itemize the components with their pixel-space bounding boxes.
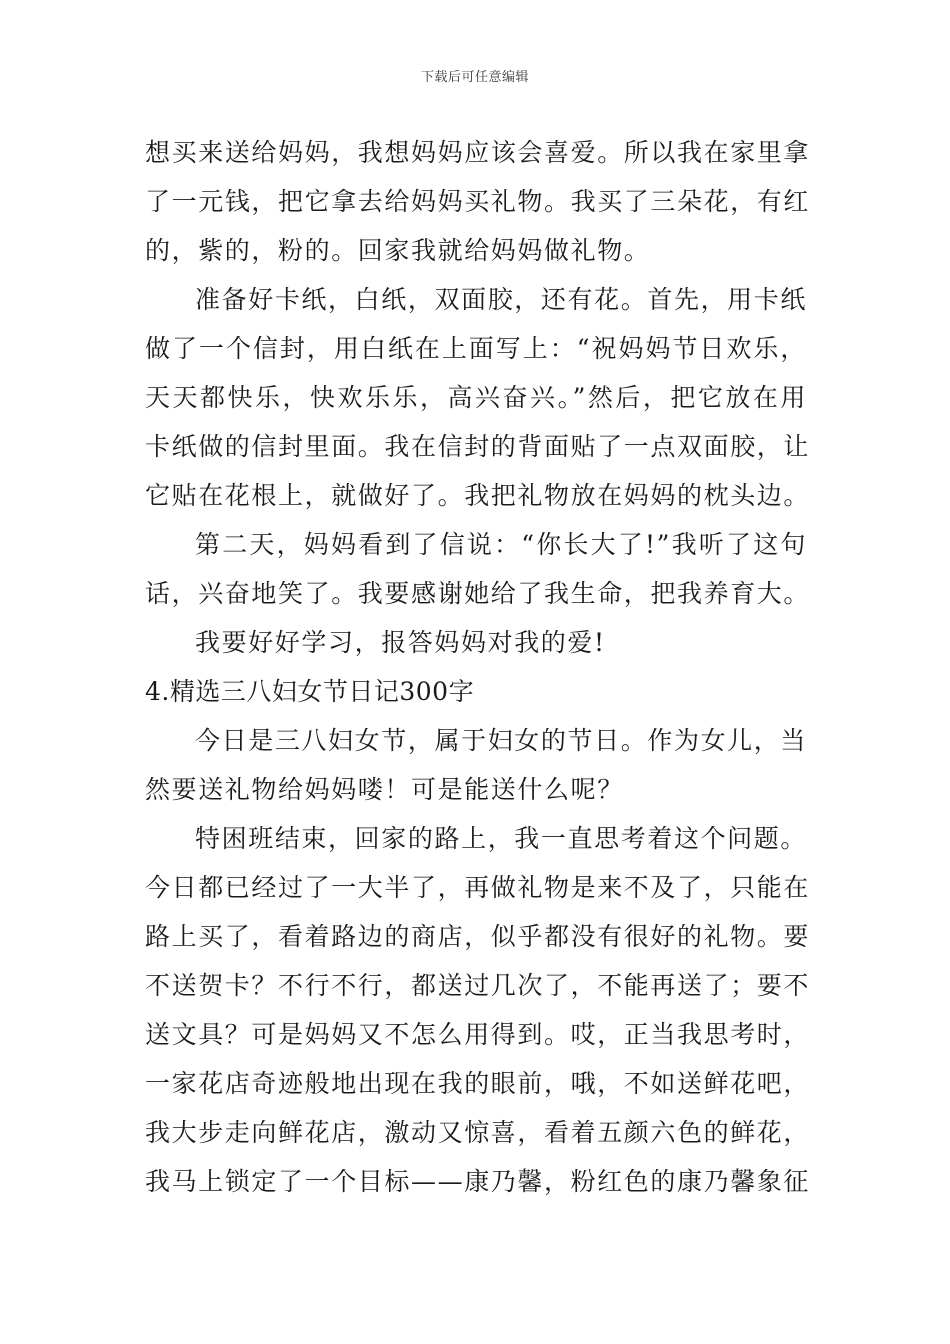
text-line: 我要好好学习，报答妈妈对我的爱! <box>195 628 606 657</box>
document-body <box>145 128 811 1206</box>
text-line: 第二天，妈妈看到了信说：“你长大了!”我听了这句 <box>195 530 807 559</box>
text-line: 准备好卡纸，白纸，双面胶，还有花。首先，用卡纸 <box>195 285 807 314</box>
text-line: 想买来送给妈妈，我想妈妈应该会喜爱。所以我在家里拿 <box>145 138 811 167</box>
text-line: 我马上锁定了一个目标——康乃馨，粉红色的康乃馨象征 <box>145 1167 811 1196</box>
text-line: 一家花店奇迹般地出现在我的眼前，哦，不如送鲜花吧， <box>145 1069 811 1098</box>
text-line: 卡纸做的信封里面。我在信封的背面贴了一点双面胶，让 <box>145 432 811 461</box>
text-line: 它贴在花根上，就做好了。我把礼物放在妈妈的枕头边。 <box>145 481 811 510</box>
text-line: 做了一个信封，用白纸在上面写上：“祝妈妈节日欢乐， <box>145 334 807 363</box>
text-line: 然要送礼物给妈妈喽！可是能送什么呢？ <box>145 775 624 804</box>
section-heading: 4.精选三八妇女节日记300字 <box>145 677 475 706</box>
text-line: 的，紫的，粉的。回家我就给妈妈做礼物。 <box>145 236 651 265</box>
text-line: 今日都已经过了一大半了，再做礼物是来不及了，只能在 <box>145 873 811 902</box>
text-line: 送文具？可是妈妈又不怎么用得到。哎，正当我思考时， <box>145 1020 811 1049</box>
text-line: 特困班结束，回家的路上，我一直思考着这个问题。 <box>195 824 807 853</box>
text-line: 了一元钱，把它拿去给妈妈买礼物。我买了三朵花，有红 <box>145 187 811 216</box>
page-header-note: 下载后可任意编辑 <box>420 70 529 85</box>
text-line: 话，兴奋地笑了。我要感谢她给了我生命，把我养育大。 <box>145 579 811 608</box>
text-line: 天天都快乐，快欢乐乐，高兴奋兴。”然后，把它放在用 <box>145 383 807 412</box>
text-line: 路上买了，看着路边的商店，似乎都没有很好的礼物。要 <box>145 922 811 951</box>
text-line: 我大步走向鲜花店，激动又惊喜，看着五颜六色的鲜花， <box>145 1118 811 1147</box>
text-line: 不送贺卡？不行不行，都送过几次了，不能再送了；要不 <box>145 971 811 1000</box>
text-line: 今日是三八妇女节，属于妇女的节日。作为女儿，当 <box>195 726 807 755</box>
